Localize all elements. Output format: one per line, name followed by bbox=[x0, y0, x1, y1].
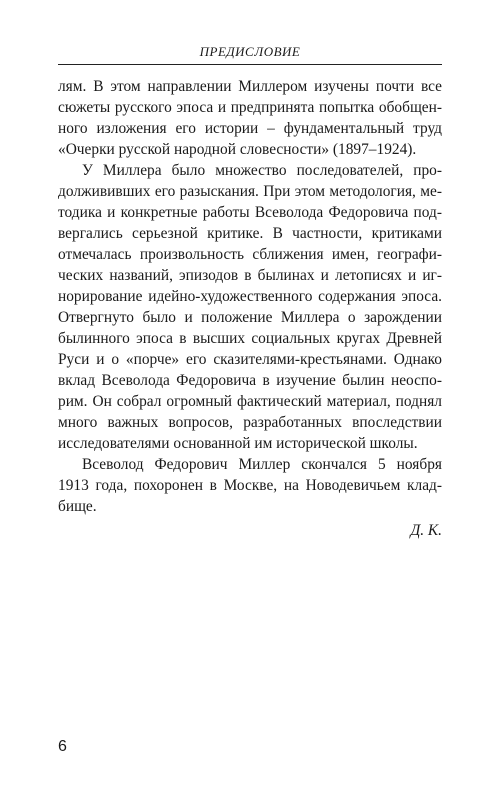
text-line: бище. bbox=[58, 498, 97, 515]
paragraph-1 bbox=[58, 76, 442, 160]
text-line: норирование идейно-художественного содержания эпоса. bbox=[58, 288, 442, 305]
text-line: Отвергнуто было и положение Миллера о зарождении bbox=[58, 309, 442, 326]
text-line: много важных вопросов, разработанных впоследствии bbox=[58, 414, 442, 431]
text-line: Руси и о «порче» его сказителями-крестьянами. Однако bbox=[58, 351, 442, 368]
text-line: тодика и конкретные работы Всеволода Федоровича под- bbox=[58, 204, 442, 221]
text-line: рим. Он собрал огромный фактический материал, поднял bbox=[58, 393, 442, 410]
text-line: ческих названий, эпизодов в былинах и летописях и иг- bbox=[58, 267, 442, 284]
text-line: ного изложения его истории – фундаментальный труд bbox=[58, 120, 442, 137]
text-line: былинного эпоса в высших социальных кругах Древней bbox=[58, 330, 442, 347]
text-line: «Очерки русской народной словесности» (1897–1924). bbox=[58, 141, 417, 158]
text-line: Всеволод Федорович Миллер скончался 5 ноября bbox=[82, 456, 442, 473]
text-line: исследователями основанной им исторической школы. bbox=[58, 435, 418, 452]
text-line: сюжеты русского эпоса и предпринята попытка обобщен- bbox=[58, 99, 442, 116]
body-text bbox=[58, 76, 442, 543]
paragraph-2 bbox=[58, 160, 442, 454]
text-line: 1913 года, похоронен в Москве, на Новодевичьем клад- bbox=[58, 477, 442, 494]
text-line: вергались серьезной критике. В частности, критиками bbox=[58, 225, 442, 242]
text-line: лям. В этом направлении Миллером изучены почти все bbox=[58, 78, 442, 95]
text-line: У Миллера было множество последователей, про- bbox=[82, 162, 442, 179]
running-head: ПРЕДИСЛОВИЕ bbox=[199, 44, 301, 59]
text-line: должививших его разыскания. При этом методология, ме- bbox=[58, 183, 442, 200]
author-initials: Д. К. bbox=[410, 522, 442, 539]
text-line: вклад Всеволода Федоровича в изучение былин неоспо- bbox=[58, 372, 442, 389]
page-number: 6 bbox=[58, 738, 67, 755]
header-rule bbox=[58, 64, 442, 65]
paragraph-3 bbox=[58, 454, 442, 517]
text-line: отмечалась произвольность сближения имен, географи- bbox=[58, 246, 442, 263]
